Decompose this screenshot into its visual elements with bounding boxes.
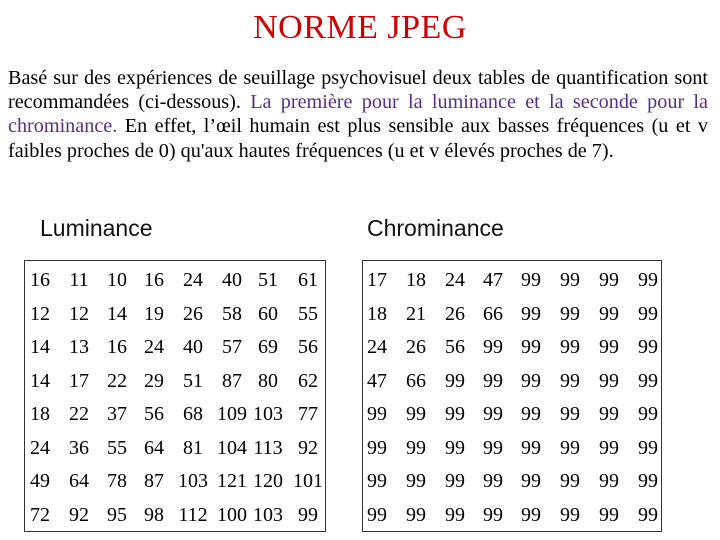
luminance-cell: 40	[222, 269, 242, 291]
luminance-cell: 87	[222, 369, 242, 392]
luminance-cell: 92	[69, 503, 89, 526]
luminance-cell: 17	[69, 369, 89, 392]
chrominance-cell: 99	[483, 436, 503, 459]
chrominance-cell: 99	[521, 369, 541, 392]
chrominance-cell: 99	[445, 470, 465, 492]
luminance-cell: 56	[298, 336, 318, 358]
chrominance-cell: 17	[367, 269, 387, 291]
chrominance-cell: 99	[483, 403, 503, 425]
luminance-cell: 61	[298, 269, 318, 291]
chrominance-cell: 99	[560, 302, 580, 325]
chrominance-cell: 99	[406, 503, 426, 526]
luminance-cell: 77	[298, 403, 318, 425]
chrominance-cell: 99	[367, 470, 387, 492]
chrominance-cell: 99	[638, 302, 658, 325]
luminance-cell: 57	[222, 336, 242, 358]
chrominance-cell: 99	[521, 336, 541, 358]
luminance-cell: 26	[183, 302, 203, 325]
chrominance-cell: 99	[483, 336, 503, 358]
paragraph-part-2: La première pour la luminance et la seconde pour la chrominance.	[8, 91, 708, 138]
chrominance-cell: 99	[521, 403, 541, 425]
chrominance-cell: 66	[483, 302, 503, 325]
chrominance-cell: 24	[445, 269, 465, 291]
chrominance-cell: 99	[560, 503, 580, 526]
chrominance-cell: 47	[367, 369, 387, 392]
chrominance-cell: 99	[560, 403, 580, 425]
luminance-cell: 14	[30, 369, 50, 392]
paragraph-part-3: En effet, l’œil humain est plus sensible aux basses fréquences (u et v faibles proches de 0) qu'aux hautes fréquences (u et v élevés proches de 7).	[8, 115, 708, 162]
luminance-cell: 12	[30, 302, 50, 325]
chrominance-cell: 99	[599, 503, 619, 526]
chrominance-cell: 99	[638, 336, 658, 358]
chrominance-cell: 99	[638, 470, 658, 492]
luminance-cell: 19	[144, 302, 164, 325]
luminance-cell: 68	[183, 403, 203, 425]
chrominance-table	[362, 260, 662, 532]
chrominance-cell: 99	[599, 336, 619, 358]
chrominance-cell: 99	[521, 269, 541, 291]
chrominance-cell: 66	[406, 369, 426, 392]
luminance-cell: 12	[69, 302, 89, 325]
chrominance-cell: 99	[599, 436, 619, 459]
luminance-cell: 24	[183, 269, 203, 291]
luminance-cell: 92	[298, 436, 318, 459]
luminance-cell: 22	[107, 369, 127, 392]
luminance-cell: 55	[298, 302, 318, 325]
chrominance-cell: 24	[367, 336, 387, 358]
luminance-cell: 22	[69, 403, 89, 425]
chrominance-cell: 99	[445, 403, 465, 425]
luminance-cell: 24	[144, 336, 164, 358]
chrominance-cell: 99	[638, 436, 658, 459]
luminance-cell: 69	[258, 336, 278, 358]
chrominance-cell: 18	[406, 269, 426, 291]
luminance-cell: 16	[144, 269, 164, 291]
luminance-cell: 11	[69, 269, 89, 291]
chrominance-cell: 99	[483, 470, 503, 492]
luminance-cell: 64	[69, 470, 89, 492]
chrominance-cell: 21	[406, 302, 426, 325]
chrominance-cell: 18	[367, 302, 387, 325]
chrominance-cell: 99	[599, 302, 619, 325]
luminance-cell: 40	[183, 336, 203, 358]
luminance-cell: 13	[69, 336, 89, 358]
luminance-cell: 99	[298, 503, 318, 526]
chrominance-cell: 47	[483, 269, 503, 291]
chrominance-cell: 99	[406, 470, 426, 492]
chrominance-label: Chrominance	[367, 215, 504, 241]
chrominance-cell: 99	[638, 369, 658, 392]
luminance-cell: 14	[30, 336, 50, 358]
chrominance-cell: 99	[560, 336, 580, 358]
luminance-cell: 60	[258, 302, 278, 325]
luminance-cell: 16	[107, 336, 127, 358]
chrominance-cell: 99	[367, 436, 387, 459]
luminance-cell: 103	[253, 503, 283, 526]
luminance-label: Luminance	[40, 215, 153, 241]
luminance-cell: 14	[107, 302, 127, 325]
luminance-table	[24, 260, 326, 532]
chrominance-cell: 99	[521, 503, 541, 526]
chrominance-cell: 99	[445, 369, 465, 392]
luminance-cell: 95	[107, 503, 127, 526]
luminance-cell: 120	[253, 470, 283, 492]
chrominance-cell: 99	[638, 503, 658, 526]
luminance-cell: 16	[30, 269, 50, 291]
chrominance-cell: 99	[560, 269, 580, 291]
luminance-cell: 10	[107, 269, 127, 291]
chrominance-cell: 99	[560, 436, 580, 459]
chrominance-cell: 99	[406, 403, 426, 425]
luminance-cell: 104	[217, 436, 247, 459]
luminance-cell: 109	[217, 403, 247, 425]
chrominance-cell: 99	[521, 436, 541, 459]
luminance-cell: 121	[217, 470, 247, 492]
luminance-cell: 87	[144, 470, 164, 492]
chrominance-cell: 99	[521, 470, 541, 492]
luminance-cell: 55	[107, 436, 127, 459]
chrominance-cell: 56	[445, 336, 465, 358]
chrominance-cell: 99	[367, 503, 387, 526]
luminance-cell: 24	[30, 436, 50, 459]
luminance-cell: 78	[107, 470, 127, 492]
chrominance-cell: 99	[521, 302, 541, 325]
chrominance-cell: 99	[560, 369, 580, 392]
chrominance-cell: 99	[445, 436, 465, 459]
luminance-cell: 49	[30, 470, 50, 492]
chrominance-cell: 99	[483, 369, 503, 392]
luminance-cell: 98	[144, 503, 164, 526]
luminance-cell: 101	[293, 470, 323, 492]
luminance-cell: 18	[30, 403, 50, 425]
chrominance-cell: 99	[367, 403, 387, 425]
page-title: NORME JPEG	[253, 9, 467, 46]
chrominance-cell: 99	[638, 269, 658, 291]
luminance-cell: 103	[253, 403, 283, 425]
luminance-cell: 29	[144, 369, 164, 392]
chrominance-cell: 99	[483, 503, 503, 526]
luminance-cell: 51	[183, 369, 203, 392]
luminance-cell: 81	[183, 436, 203, 459]
chrominance-cell: 99	[638, 403, 658, 425]
chrominance-cell: 99	[599, 369, 619, 392]
chrominance-cell: 99	[599, 269, 619, 291]
luminance-cell: 112	[178, 503, 208, 526]
luminance-cell: 58	[222, 302, 242, 325]
luminance-cell: 51	[258, 269, 278, 291]
luminance-cell: 37	[107, 403, 127, 425]
luminance-cell: 72	[30, 503, 50, 526]
chrominance-cell: 99	[560, 470, 580, 492]
luminance-cell: 80	[258, 369, 278, 392]
luminance-cell: 64	[144, 436, 164, 459]
chrominance-cell: 99	[406, 436, 426, 459]
chrominance-cell: 99	[599, 403, 619, 425]
luminance-cell: 100	[217, 503, 247, 526]
luminance-cell: 36	[69, 436, 89, 459]
chrominance-cell: 99	[599, 470, 619, 492]
luminance-cell: 56	[144, 403, 164, 425]
chrominance-cell: 26	[445, 302, 465, 325]
chrominance-cell: 26	[406, 336, 426, 358]
description-paragraph	[8, 66, 708, 163]
luminance-cell: 62	[298, 369, 318, 392]
luminance-cell: 103	[178, 470, 208, 492]
luminance-cell: 113	[253, 436, 283, 459]
paragraph-part-1: Basé sur des expériences de seuillage psychovisuel deux tables de quantification sont recommandées (ci-dessous).	[8, 67, 708, 114]
chrominance-cell: 99	[445, 503, 465, 526]
